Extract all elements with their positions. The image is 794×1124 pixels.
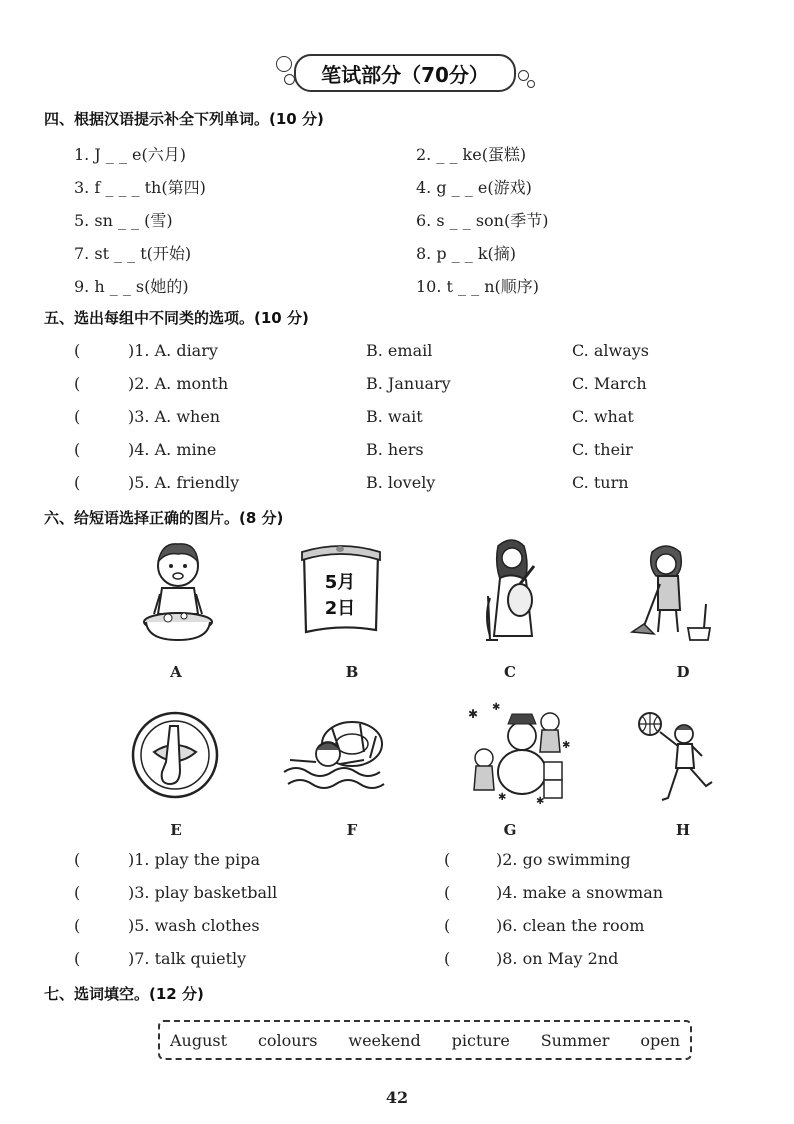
title-banner [272,50,542,96]
question-option-c: C. what [572,407,634,426]
picture-label-e: E [170,821,182,839]
question-option-a: )4. A. mine [128,440,217,459]
word-item: 8. p _ _ k(摘) [416,244,517,263]
answer-paren: ( [74,473,81,492]
picture-label-g: G [503,821,517,839]
answer-paren: ( [444,949,451,968]
section-5-heading: 五、选出每组中不同类的选项。(10 分) [44,309,309,327]
calendar-day-text: 2日 [324,598,356,619]
phrase-item: )1. play the pipa [128,850,261,869]
question-option-b: B. email [366,341,433,360]
svg-text:✱: ✱ [468,707,479,721]
calendar-month-text: 5月 [324,572,356,593]
word-item: 7. st _ _ t(开始) [74,244,192,263]
answer-paren: ( [444,916,451,935]
question-option-a: )2. A. month [128,374,229,393]
question-option-b: B. wait [366,407,423,426]
word-bank-item: colours [257,1030,318,1050]
question-option-c: C. their [572,440,633,459]
word-item: 10. t _ _ n(顺序) [416,277,540,296]
answer-paren: ( [74,374,81,393]
section-4-heading: 四、根据汉语提示补全下列单词。(10 分) [44,110,324,128]
word-bank-item: Summer [540,1030,610,1050]
phrase-item: )2. go swimming [496,850,631,869]
bubble-decoration [518,70,529,81]
bubble-decoration [527,80,535,88]
question-option-c: C. March [572,374,647,393]
boy-basketball-icon [628,706,724,806]
page-number: 42 [385,1088,409,1107]
answer-paren: ( [74,883,81,902]
section-7-heading: 七、选词填空。(12 分) [44,985,204,1003]
answer-paren: ( [74,850,81,869]
question-option-b: B. hers [366,440,424,459]
phrase-item: )4. make a snowman [496,883,664,902]
picture-label-d: D [676,663,690,681]
picture-label-f: F [346,821,358,839]
phrase-item: )7. talk quietly [128,949,247,968]
phrase-item: )5. wash clothes [128,916,260,935]
answer-paren: ( [444,850,451,869]
word-bank-item: open [640,1030,680,1050]
girl-playing-pipa-icon [476,536,550,648]
bubble-decoration [276,56,292,72]
svg-text:✱: ✱ [498,792,507,803]
word-bank-box [158,1020,692,1060]
word-item: 3. f _ _ _ th(第四) [74,178,206,197]
word-item: 1. J _ _ e(六月) [74,145,186,164]
answer-paren: ( [74,440,81,459]
picture-label-a: A [170,663,182,681]
phrase-item: )6. clean the room [496,916,645,935]
word-bank-item: August [170,1030,228,1050]
question-option-a: )5. A. friendly [128,473,240,492]
question-option-b: B. January [366,374,451,393]
word-bank-item: weekend [348,1030,421,1050]
answer-paren: ( [74,407,81,426]
children-snowman-icon [462,700,572,804]
svg-text:✱: ✱ [536,796,545,804]
question-option-c: C. always [572,341,649,360]
page-title: 笔试部分（70分） [321,62,489,87]
question-option-a: )3. A. when [128,407,221,426]
finger-on-lips-icon [130,710,220,800]
phrase-item: )8. on May 2nd [496,949,619,968]
picture-label-h: H [675,821,691,839]
word-item: 2. _ _ ke(蛋糕) [416,145,527,164]
word-item: 9. h _ _ s(她的) [74,277,189,296]
answer-paren: ( [74,949,81,968]
question-option-c: C. turn [572,473,629,492]
boy-swimming-icon [280,710,390,800]
answer-paren: ( [74,916,81,935]
answer-paren: ( [444,883,451,902]
calendar-icon [296,542,386,638]
svg-text:✱: ✱ [492,702,501,713]
word-item: 4. g _ _ e(游戏) [416,178,532,197]
picture-label-c: C [504,663,516,681]
answer-paren: ( [74,341,81,360]
word-item: 5. sn _ _ (雪) [74,211,173,230]
svg-text:✱: ✱ [562,740,571,751]
picture-label-b: B [345,663,359,681]
title-box [294,54,516,92]
question-option-a: )1. A. diary [128,341,218,360]
word-bank-item: picture [451,1030,510,1050]
section-6-heading: 六、给短语选择正确的图片。(8 分) [44,509,284,527]
phrase-item: )3. play basketball [128,883,278,902]
boy-washing-clothes-icon [138,536,218,648]
question-option-b: B. lovely [366,473,436,492]
girl-sweeping-icon [630,540,720,644]
word-item: 6. s _ _ son(季节) [416,211,549,230]
